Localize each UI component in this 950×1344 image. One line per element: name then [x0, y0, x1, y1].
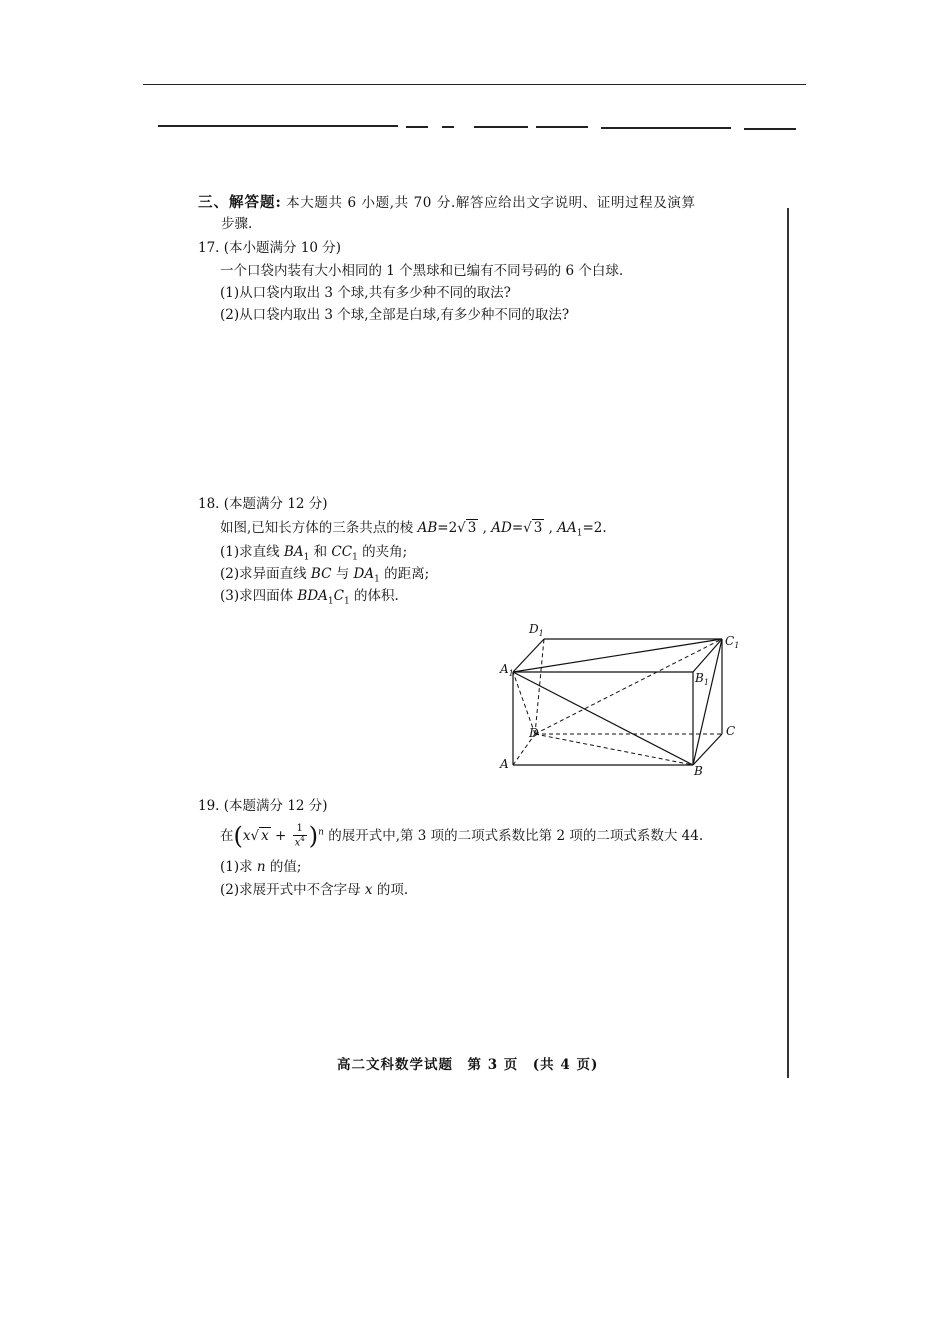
dashed-rule-4 — [474, 126, 528, 128]
q18-part2-with: 与 — [331, 566, 354, 582]
q18-ab-radicand: 3 — [467, 520, 477, 536]
q19-part1-text: (1)求 — [220, 859, 257, 875]
q19-n: n — [256, 859, 266, 875]
label-d: D — [529, 726, 539, 740]
top-rule — [143, 84, 806, 85]
section-title: 三、解答题: — [198, 194, 282, 211]
sqrt-sign: √ — [250, 827, 260, 844]
q17-part1: (1)从口袋内取出 3 个球,共有多少种不同的取法? — [220, 285, 511, 301]
den-exponent: 4 — [300, 834, 305, 843]
q19-part1-end: 的值; — [265, 859, 302, 875]
plus-sign: + — [270, 827, 291, 844]
q18-aa: AA — [557, 520, 577, 536]
dashed-rule-5 — [536, 126, 588, 128]
right-margin-line — [787, 208, 789, 1078]
page-footer: 高二文科数学试题 第 3 页 (共 4 页) — [337, 1057, 599, 1073]
edge-d-d1 — [535, 639, 544, 734]
q19-part2-end: 的项. — [372, 882, 409, 898]
q19-stem-suffix: 的展开式中,第 3 项的二项式系数比第 2 项的二项式系数大 44. — [323, 827, 704, 844]
q18-part3-text: (3)求四面体 — [220, 588, 298, 604]
q18-ad-radicand: 3 — [533, 520, 543, 536]
label-c1: $C_1$ — [725, 634, 740, 650]
q17-part2: (2)从口袋内取出 3 个球,全部是白球,有多少种不同的取法? — [220, 307, 570, 323]
den-x: x — [294, 837, 301, 849]
sqrt-sign: √ — [523, 520, 532, 536]
right-paren: ) — [308, 822, 319, 850]
segment-a1-b — [513, 672, 693, 765]
comma: , — [478, 520, 492, 536]
label-a: A — [500, 757, 509, 771]
label-b: B — [694, 764, 703, 778]
q19-part2 — [220, 882, 408, 898]
q19-stem — [220, 822, 703, 851]
dashed-rule-3 — [442, 126, 454, 128]
segment-a1-c1 — [513, 639, 722, 672]
subscript: 1 — [327, 596, 334, 607]
q18-stem — [220, 520, 607, 539]
q18-bda: BDA — [297, 588, 328, 604]
label-c: C — [726, 724, 736, 738]
q18-cc: CC — [331, 544, 353, 560]
label-b1: $B_1$ — [695, 671, 709, 687]
subscript: 1 — [303, 552, 310, 563]
q17-header: 17. (本小题满分 10 分) — [198, 240, 342, 256]
dashed-rule-2 — [406, 126, 428, 128]
q19-part1 — [220, 859, 301, 875]
q19-x-letter: x — [364, 882, 373, 898]
segment-b-c1 — [693, 639, 722, 765]
q18-part3-end: 的体积. — [349, 588, 399, 604]
q19-stem-prefix: 在 — [220, 827, 234, 844]
edge-b-c — [693, 734, 722, 765]
cuboid-figure — [495, 615, 755, 780]
subscript: 1 — [374, 574, 380, 585]
q18-ab: AB — [417, 520, 438, 536]
subscript: 1 — [344, 596, 350, 607]
q18-part2-end: 的距离; — [379, 566, 430, 582]
q18-stem-prefix: 如图,已知长方体的三条共点的棱 — [220, 520, 418, 536]
q18-ba: BA — [283, 544, 304, 560]
q18-bc: BC — [310, 566, 332, 582]
q18-ad: AD — [491, 520, 512, 536]
left-paren: ( — [233, 822, 243, 850]
q18-part1-text: (1)求直线 — [220, 544, 284, 560]
q17-stem: 一个口袋内装有大小相同的 1 个黑球和已编有不同号码的 6 个白球. — [220, 263, 624, 279]
q18-part1-end: 的夹角; — [357, 544, 408, 560]
q19-n-exp: n — [318, 827, 324, 838]
dashed-rule-1 — [158, 125, 398, 127]
fraction-numerator: 1 — [293, 824, 307, 836]
q19-x: x — [242, 827, 251, 844]
q18-part3 — [220, 588, 399, 607]
q18-part1-and: 和 — [309, 544, 332, 560]
q19-radicand: x — [261, 827, 269, 844]
label-a1: $A_1$ — [500, 662, 514, 678]
subscript: 1 — [352, 552, 358, 563]
q19-header: 19. (本题满分 12 分) — [198, 798, 328, 814]
segment-d-b — [535, 734, 693, 765]
q18-part2-text: (2)求异面直线 — [220, 566, 311, 582]
dashed-rule-7 — [744, 128, 796, 130]
sqrt-sign: √ — [457, 520, 466, 536]
q18-part2 — [220, 566, 429, 585]
q19-part2-text: (2)求展开式中不含字母 — [220, 882, 365, 898]
section-heading — [198, 194, 696, 211]
fraction-denominator — [293, 836, 307, 849]
q18-ab-val: =2 — [437, 520, 458, 536]
q18-aa-val: =2. — [582, 520, 607, 536]
q18-c: C — [333, 588, 344, 604]
q18-part1 — [220, 544, 407, 563]
dashed-rule-6 — [601, 127, 731, 129]
comma: , — [544, 520, 558, 536]
q18-da: DA — [353, 566, 375, 582]
label-d1: $D_1$ — [529, 622, 544, 638]
q18-ad-val: = — [511, 520, 524, 536]
q18-header: 18. (本题满分 12 分) — [198, 496, 328, 512]
q19-fraction — [293, 824, 307, 848]
edge-a1-d1 — [513, 639, 544, 672]
section-description-line2: 步骤. — [221, 216, 253, 232]
section-description: 本大题共 6 小题,共 70 分.解答应给出文字说明、证明过程及演算 — [286, 195, 696, 211]
subscript: 1 — [576, 528, 583, 539]
